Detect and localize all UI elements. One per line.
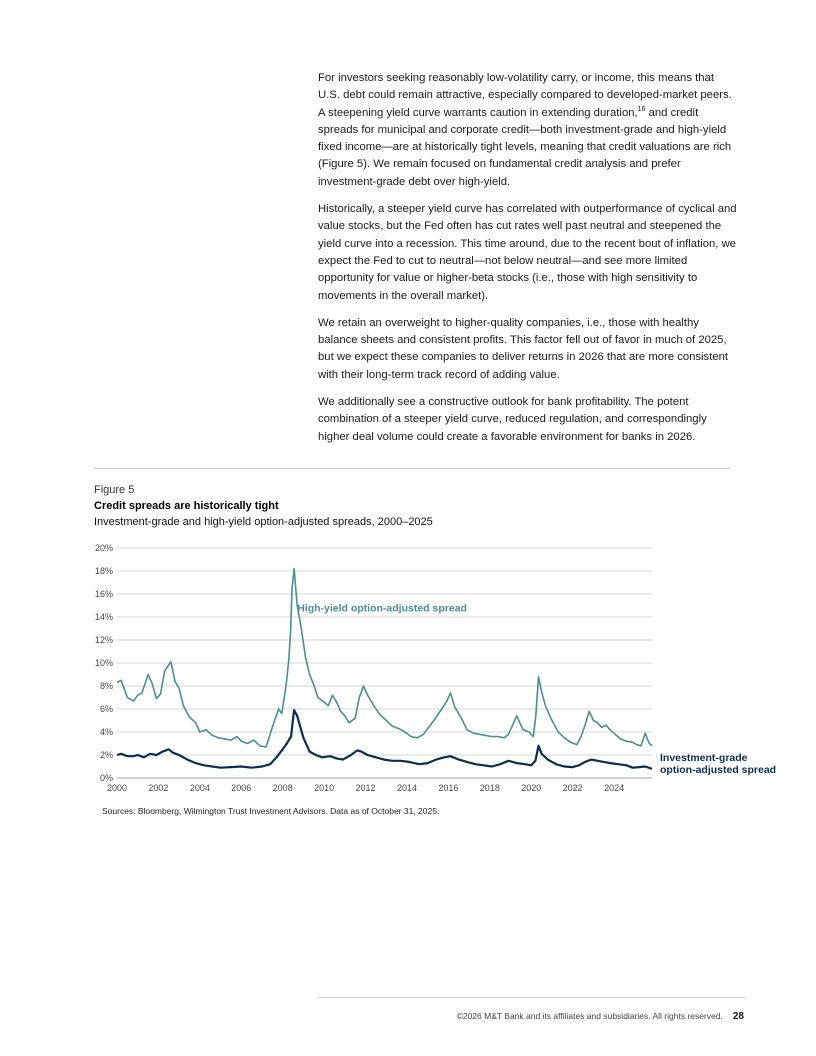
x-tick-label: 2014 xyxy=(396,783,417,793)
x-tick-label: 2018 xyxy=(479,783,500,793)
figure-label: Figure 5 xyxy=(94,484,135,496)
x-tick-label: 2006 xyxy=(231,783,252,793)
chart-sources: Sources: Bloomberg, Wilmington Trust Investment Advisors. Data as of October 31, 2025. xyxy=(102,806,440,816)
x-tick-label: 2016 xyxy=(438,783,459,793)
high-yield-series-label: High-yield option-adjusted spread xyxy=(297,602,467,615)
footer-divider xyxy=(318,997,745,998)
footnote-ref[interactable]: 16 xyxy=(637,105,646,113)
spread-chart xyxy=(0,535,816,800)
paragraph-1-part-1: For investors seeking reasonably low-volatility carry, or income, this means that U.S. debt could remain attractive, especially compared to developed-market peers. A steepening yield curve warrants caution in extending duration, xyxy=(318,72,732,119)
x-tick-label: 2000 xyxy=(106,783,128,793)
section-divider xyxy=(94,468,730,469)
x-tick-label: 2012 xyxy=(355,783,376,793)
y-tick-label: 12% xyxy=(94,635,113,645)
y-tick-label: 20% xyxy=(94,543,113,553)
y-tick-label: 10% xyxy=(94,658,113,668)
y-tick-label: 2% xyxy=(99,750,113,760)
y-tick-label: 8% xyxy=(99,681,113,691)
x-tick-label: 2010 xyxy=(314,783,335,793)
body-text xyxy=(318,70,738,456)
paragraph-4: We additionally see a constructive outlook for bank profitability. The potent combination of a steeper yield curve, reduced regulation, and correspondingly higher deal volume could create a favorable environment for banks in 2026. xyxy=(318,396,707,443)
x-tick-label: 2004 xyxy=(189,783,210,793)
y-tick-label: 0% xyxy=(99,773,113,783)
page-number: 28 xyxy=(732,1011,744,1022)
x-tick-label: 2008 xyxy=(272,783,293,793)
y-tick-label: 4% xyxy=(99,727,113,737)
paragraph-2: Historically, a steeper yield curve has correlated with outperformance of cyclical and value stocks, but the Fed often has cut rates well past neutral and steepened the yield curve into a recession. This time around, due to the recent bout of inflation, we expect the Fed to cut to neutral—not below neutral—and see more limited opportunity for value or higher-beta stocks (i.e., those with high sensitivity to movements in the overall market). xyxy=(318,203,737,302)
page-footer xyxy=(457,1011,744,1022)
paragraph-3: We retain an overweight to higher-quality companies, i.e., those with healthy balance sheets and consistent profits. This factor fell out of favor in much of 2025, but we expect these companies to deliver returns in 2026 that are more consistent with their long-term track record of adding value. xyxy=(318,316,729,381)
paragraph-1-part-2: and credit spreads for municipal and corporate credit—both investment-grade and high-yield fixed income—are at historically tight levels, meaning that credit valuations are rich (Figure 5). We remain focused on fundamental credit analysis and prefer investment-grade debt over high-yield. xyxy=(318,106,732,188)
copyright-text: ©2026 M&T Bank and its affiliates and subsidiaries. All rights reserved. xyxy=(456,1011,723,1021)
high-yield-series-line xyxy=(117,569,652,747)
x-tick-label: 2024 xyxy=(604,783,625,793)
x-tick-label: 2002 xyxy=(148,783,169,793)
paragraph-1 xyxy=(318,70,738,191)
investment-grade-series-label: option-adjusted spread xyxy=(660,764,777,777)
y-tick-label: 18% xyxy=(94,566,113,576)
figure-subtitle: Investment-grade and high-yield option-adjusted spreads, 2000–2025 xyxy=(94,516,433,528)
x-tick-label: 2020 xyxy=(521,783,542,793)
figure-title: Credit spreads are historically tight xyxy=(94,500,279,512)
y-tick-label: 14% xyxy=(94,612,113,622)
y-tick-label: 6% xyxy=(99,704,113,714)
x-tick-label: 2022 xyxy=(562,783,583,793)
y-tick-label: 16% xyxy=(94,589,113,599)
investment-grade-series-label: Investment-grade xyxy=(660,752,748,765)
